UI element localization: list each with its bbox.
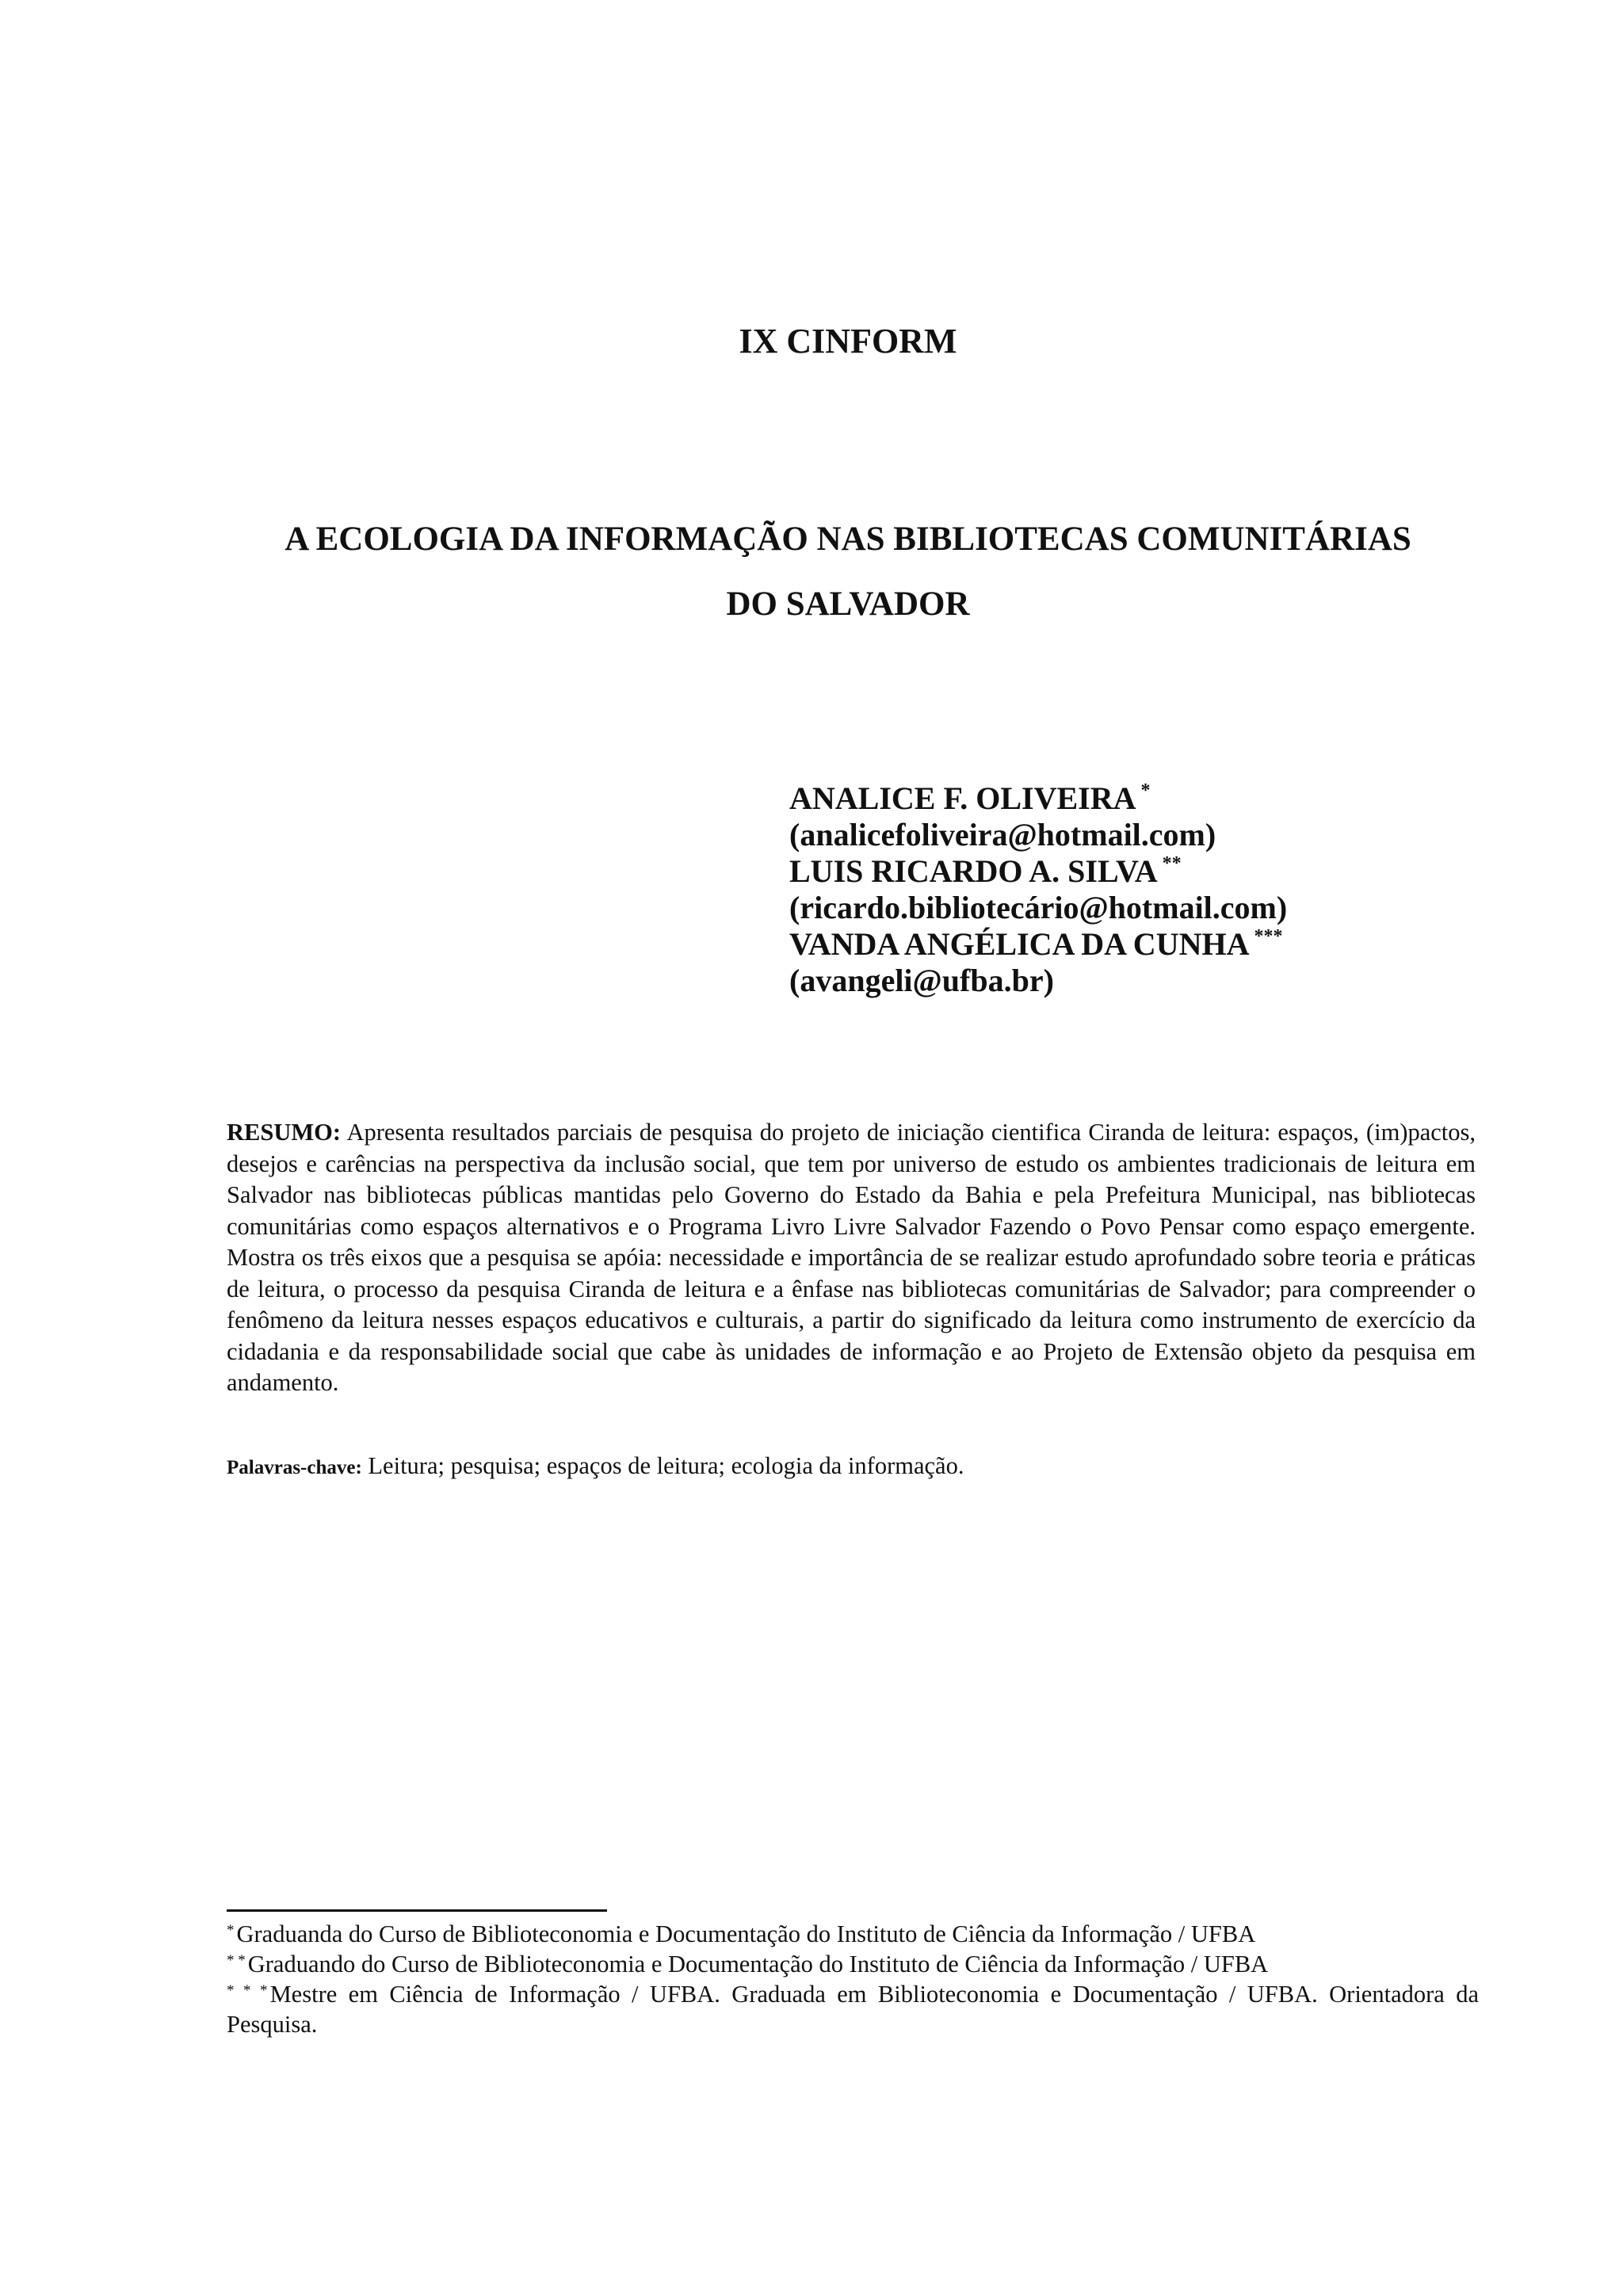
keywords (227, 1450, 1476, 1484)
author-email: (ricardo.bibliotecário@hotmail.com) (789, 890, 1288, 925)
footnote-separator (227, 1909, 607, 1912)
paper-title (174, 507, 1522, 637)
author-footnote-mark: * (1140, 780, 1151, 801)
footnote-text: Graduando do Curso de Biblioteconomia e Documentação do Instituto de Ciência da Informação / UFBA (247, 1951, 1269, 1978)
author-block (789, 780, 1582, 999)
footnote-mark: * (227, 1922, 235, 1939)
footnote (227, 1919, 1479, 1949)
paper-title-line-2: DO SALVADOR (726, 585, 970, 623)
footnote-text: Graduanda do Curso de Biblioteconomia e Documentação do Instituto de Ciência da Informação / UFBA (236, 1920, 1256, 1947)
keywords-label: Palavras-chave: (227, 1457, 362, 1478)
keywords-text: Leitura; pesquisa; espaços de leitura; ecologia da informação. (368, 1452, 964, 1479)
author-footnote-mark: *** (1254, 926, 1283, 947)
author-footnote-mark: ** (1162, 853, 1182, 874)
abstract (227, 1117, 1476, 1399)
author-email: (analicefoliveira@hotmail.com) (789, 817, 1216, 852)
footnote-mark: * * * (227, 1982, 268, 1999)
footnotes (227, 1919, 1479, 2039)
author-name (789, 780, 1582, 817)
author-name (789, 926, 1582, 963)
author-name-text: VANDA ANGÉLICA DA CUNHA (789, 926, 1250, 962)
author-name-text: LUIS RICARDO A. SILVA (789, 853, 1158, 889)
author-name-text: ANALICE F. OLIVEIRA (789, 780, 1136, 816)
footnote (227, 1949, 1479, 1979)
footnote (227, 1979, 1479, 2039)
author-name (789, 853, 1582, 890)
author-email: (avangeli@ufba.br) (789, 963, 1054, 998)
abstract-label: RESUMO: (227, 1119, 342, 1146)
abstract-text: Apresenta resultados parciais de pesquisa do projeto de iniciação cientifica Ciranda de leitura: espaços, (im)pactos, desejos e carências na perspectiva da inclusão social, que tem por universo de estudo os ambientes tradicionais de leitura em Salvador nas bibliotecas públicas mantidas pelo Governo do Estado da Bahia e pela Prefeitura Municipal, nas bibliotecas comunitárias como espaços alternativos e o Programa Livro Livre Salvador Fazendo o Povo Pensar como espaço emergente. Mostra os três eixos que a pesquisa se apóia: necessidade e importância de se realizar estudo aprofundado sobre teoria e práticas de leitura, o processo da pesquisa Ciranda de leitura e a ênfase nas bibliotecas comunitárias de Salvador; para compreender o fenômeno da leitura nesses espaços educativos e culturais, a partir do significado da leitura como instrumento de exercício da cidadania e da responsabilidade social que cabe às unidades de informação e ao Projeto de Extensão objeto da pesquisa em andamento. (227, 1119, 1476, 1396)
footnote-mark: * * (227, 1952, 246, 1969)
paper-title-line-1: A ECOLOGIA DA INFORMAÇÃO NAS BIBLIOTECAS COMUNITÁRIAS (285, 521, 1411, 558)
conference-heading: IX CINFORM (739, 322, 957, 360)
footnote-text: Mestre em Ciência de Informação / UFBA. Graduada em Biblioteconomia e Documentação / UFBA. Orientadora da Pesquisa. (227, 1981, 1479, 2038)
